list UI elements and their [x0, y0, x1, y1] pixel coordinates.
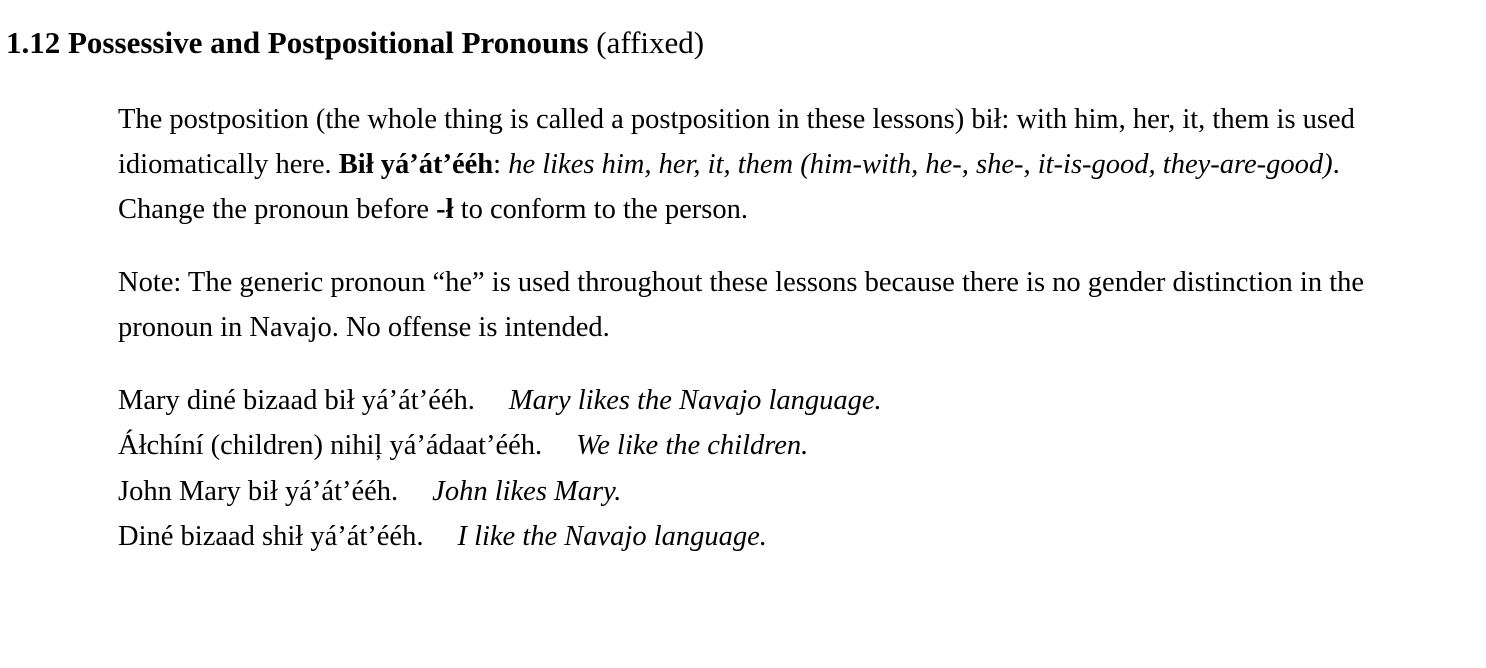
- example-row: [118, 423, 1403, 469]
- gloss-italic-phrase: he likes him, her, it, them (him-with, he-, she-, it-is-good, they-are-good): [508, 148, 1333, 180]
- example-navajo: Mary diné bizaad bił yá’át’ééh.: [118, 384, 475, 416]
- navajo-bold-phrase: Bił yá’át’ééh: [338, 148, 494, 180]
- suffix-l-bold: -ł: [436, 193, 454, 225]
- postposition-colon: :: [493, 148, 509, 180]
- example-translation: We like the children.: [576, 430, 809, 462]
- example-translation: John likes Mary.: [432, 475, 622, 507]
- postposition-text-1: The postposition (the whole thing is called a postposition in these lessons) bił: with him, her, it, them is used idiomatically here.: [118, 103, 1355, 180]
- section-heading-title: 1.12 Possessive and Postpositional Pronouns: [6, 25, 589, 60]
- paragraph-postposition: [118, 97, 1403, 232]
- example-row: [118, 378, 1403, 424]
- paragraph-note: Note: The generic pronoun “he” is used throughout these lessons because there is no gender distinction in the pronoun in Navajo. No offense is intended.: [118, 266, 1365, 343]
- section-body: [118, 97, 1403, 560]
- example-navajo: John Mary bił yá’át’ééh.: [118, 475, 399, 507]
- section-heading-suffix: (affixed): [588, 25, 705, 60]
- postposition-text-2: . Change the pronoun before: [118, 148, 1340, 225]
- postposition-text-3: to conform to the person.: [453, 193, 749, 225]
- example-translation: Mary likes the Navajo language.: [508, 384, 882, 416]
- example-row: [118, 469, 1403, 515]
- example-navajo: Diné bizaad shił yá’át’ééh.: [118, 521, 424, 553]
- example-translation: I like the Navajo language.: [457, 521, 767, 553]
- example-navajo: Áłchíní (children) nihiļ yá’ádaat’ééh.: [118, 430, 543, 462]
- section-heading: [6, 24, 1446, 63]
- example-row: [118, 514, 1403, 560]
- example-sentences: [118, 378, 1403, 560]
